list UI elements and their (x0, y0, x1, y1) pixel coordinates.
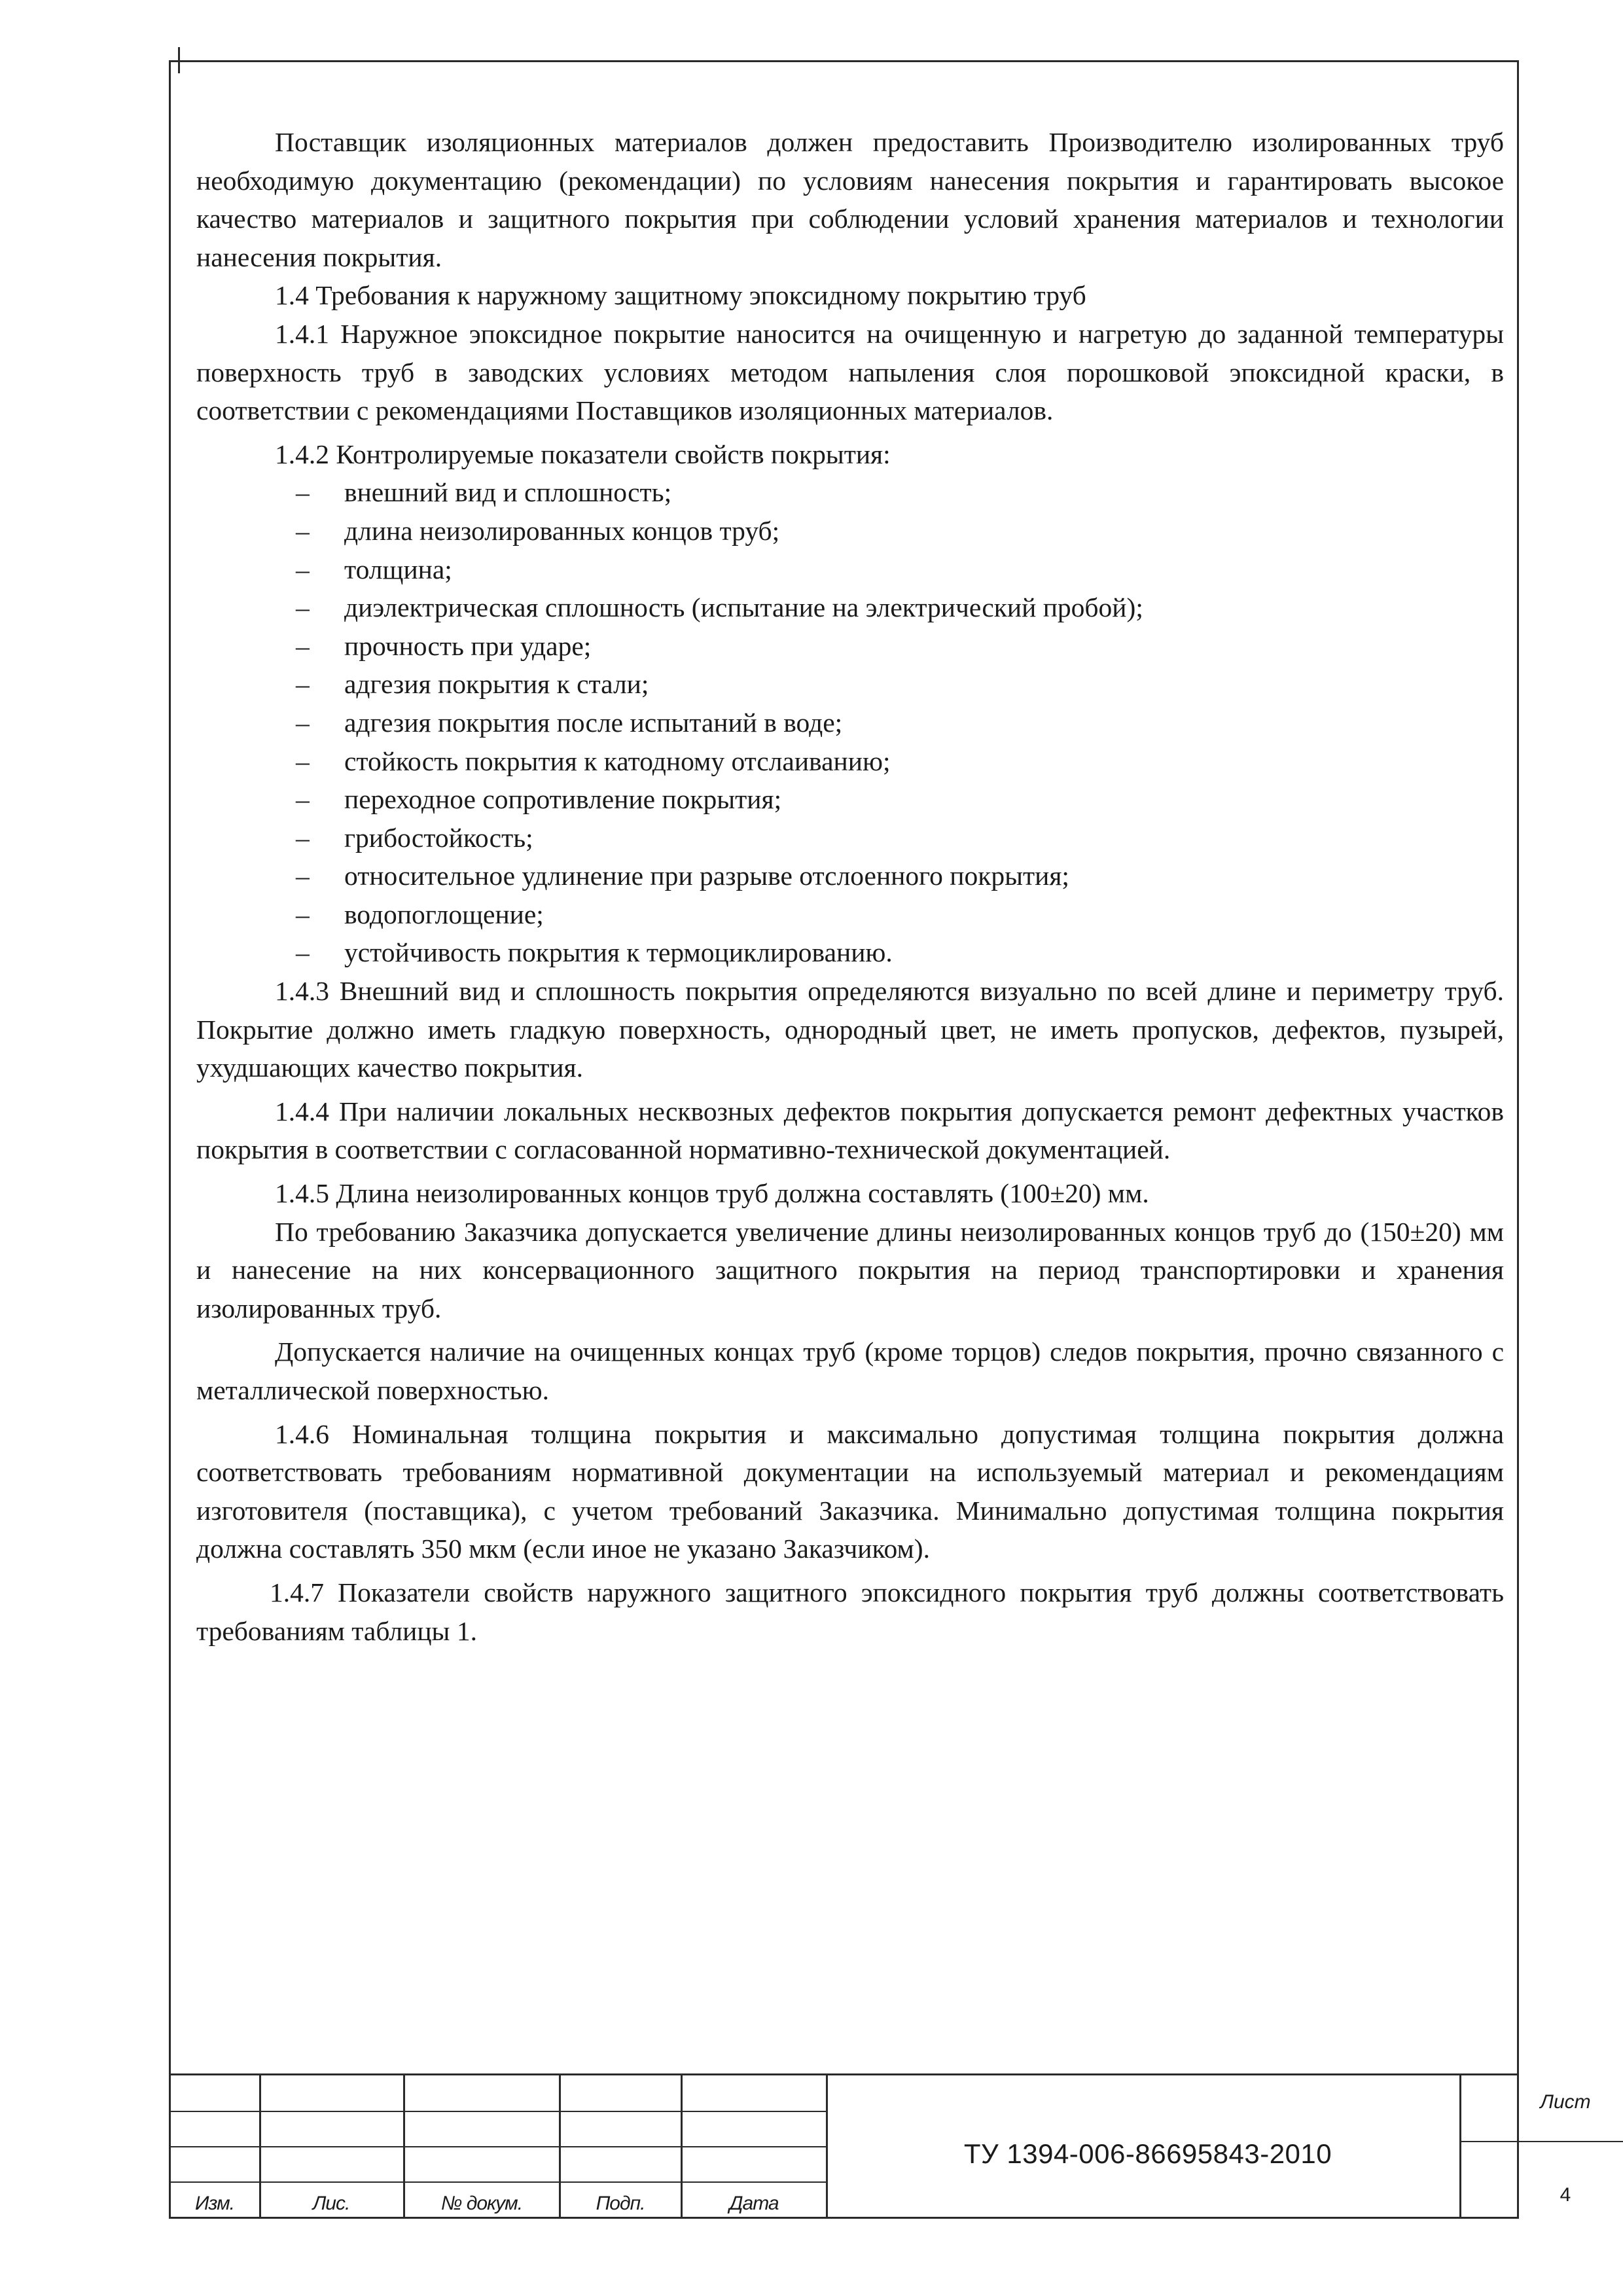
list-item (196, 512, 1504, 550)
list-dash: – (296, 477, 310, 508)
list-item-text: относительное удлинение при разрыве отслоенного покрытия; (344, 861, 1069, 891)
list-item-text: переходное сопротивление покрытия; (344, 784, 782, 815)
list-item (196, 933, 1504, 972)
stamp-row-line (169, 2181, 826, 2183)
list-item (196, 550, 1504, 589)
document-code: ТУ 1394-006-86695843-2010 (963, 2138, 1332, 2169)
stamp-row-line (169, 2111, 826, 2112)
document-body (196, 123, 1504, 1650)
stamp-label-podp: Подп. (596, 2193, 645, 2214)
list-item (196, 473, 1504, 512)
list-item (196, 742, 1504, 781)
paragraph-supplier: Поставщик изоляционных материалов должен предоставить Производителю изолированных труб необходимую документацию (рекомендации) по условиям нанесения покрытия и гарантировать высокое качество материалов и защитного покрытия при соблюдении условий хранения материалов и технологии нанесения покрытия. (196, 127, 1504, 272)
stamp-label-izm: Изм. (195, 2193, 234, 2214)
heading-1-4: 1.4 Требования к наружному защитному эпоксидному покрытию труб (275, 280, 1086, 311)
list-dash: – (296, 861, 310, 891)
list-dash: – (296, 707, 310, 738)
paragraph-1-4-5: 1.4.5 Длина неизолированных концов труб должна составлять (100±20) мм. (275, 1178, 1149, 1209)
paragraph-1-4-5-customer: По требованию Заказчика допускается увеличение длины неизолированных концов труб до (150±20) мм и нанесение на них консервационного защитного покрытия на период транспортировки и хранения изолированных труб. (196, 1216, 1504, 1323)
list-item-text: стойкость покрытия к катодному отслаиванию; (344, 745, 891, 776)
list-item (196, 588, 1504, 627)
sheet-label: Лист (1540, 2091, 1591, 2113)
paragraph-1-4-3: 1.4.3 Внешний вид и сплошность покрытия определяются визуально по всей длине и периметру труб. Покрытие должно иметь гладкую поверхность, однородный цвет, не иметь пропусков, дефектов, пузырей, ухудшающих качество покрытия. (196, 976, 1504, 1083)
list-dash: – (296, 937, 310, 968)
paragraph-1-4-1: 1.4.1 Наружное эпоксидное покрытие наносится на очищенную и нагретую до заданной температуры поверхность труб в заводских условиях методом напыления слоя порошковой эпоксидной краски, в соответствии с рекомендациями Поставщиков изоляционных материалов. (196, 318, 1504, 426)
list-item (196, 895, 1504, 934)
list-item-text: водопоглощение; (344, 899, 544, 929)
list-dash: – (296, 554, 310, 584)
list-item-text: длина неизолированных концов труб; (344, 515, 780, 546)
list-item-text: грибостойкость; (344, 822, 533, 853)
list-dash: – (296, 822, 310, 853)
list-dash: – (296, 592, 310, 623)
list-item (196, 819, 1504, 857)
sheet-number: 4 (1560, 2184, 1571, 2206)
stamp-label-ndokum: № докум. (440, 2193, 523, 2214)
list-dash: – (296, 784, 310, 815)
paragraph-1-4-5-traces: Допускается наличие на очищенных концах труб (кроме торцов) следов покрытия, прочно связанного с металлической поверхностью. (196, 1336, 1504, 1405)
paragraph-1-4-7: 1.4.7 Показатели свойств наружного защитного эпоксидного покрытия труб должны соответствовать требованиям таблицы 1. (196, 1577, 1504, 1646)
list-dash: – (296, 745, 310, 776)
stamp-label-lis: Лис. (312, 2193, 350, 2214)
list-item (196, 627, 1504, 666)
list-dash: – (296, 515, 310, 546)
list-dash: – (296, 899, 310, 929)
list-item (196, 665, 1504, 704)
list-item-text: устойчивость покрытия к термоциклированию. (344, 937, 893, 968)
list-dash: – (296, 669, 310, 700)
stamp-row-line (169, 2146, 826, 2147)
list-dash: – (296, 630, 310, 661)
list-item (196, 704, 1504, 742)
stamp-label-data: Дата (729, 2193, 779, 2214)
list-item-text: адгезия покрытия после испытаний в воде; (344, 707, 843, 738)
list-item-text: прочность при ударе; (344, 630, 592, 661)
controlled-properties-list (196, 473, 1504, 972)
list-item-text: толщина; (344, 554, 452, 584)
paragraph-1-4-4: 1.4.4 При наличии локальных несквозных дефектов покрытия допускается ремонт дефектных участков покрытия в соответствии с согласованной нормативно-технической документацией. (196, 1096, 1504, 1165)
list-item-text: адгезия покрытия к стали; (344, 669, 649, 700)
paragraph-1-4-2: 1.4.2 Контролируемые показатели свойств покрытия: (275, 439, 891, 469)
list-item-text: внешний вид и сплошность; (344, 477, 672, 508)
list-item-text: диэлектрическая сплошность (испытание на электрический пробой); (344, 592, 1143, 623)
paragraph-1-4-6: 1.4.6 Номинальная толщина покрытия и максимально допустимая толщина покрытия должна соответствовать требованиям нормативной документации на используемый материал и рекомендациям изготовителя (поставщика), с учетом требований Заказчика. Минимально допустимая толщина покрытия должна составлять 350 мкм (если иное не указано Заказчиком). (196, 1418, 1504, 1564)
list-item (196, 857, 1504, 895)
title-block-stamp (169, 2073, 1591, 2219)
list-item (196, 780, 1504, 819)
stamp-divider (826, 2075, 828, 2219)
stamp-sheet-line (1459, 2141, 1623, 2142)
